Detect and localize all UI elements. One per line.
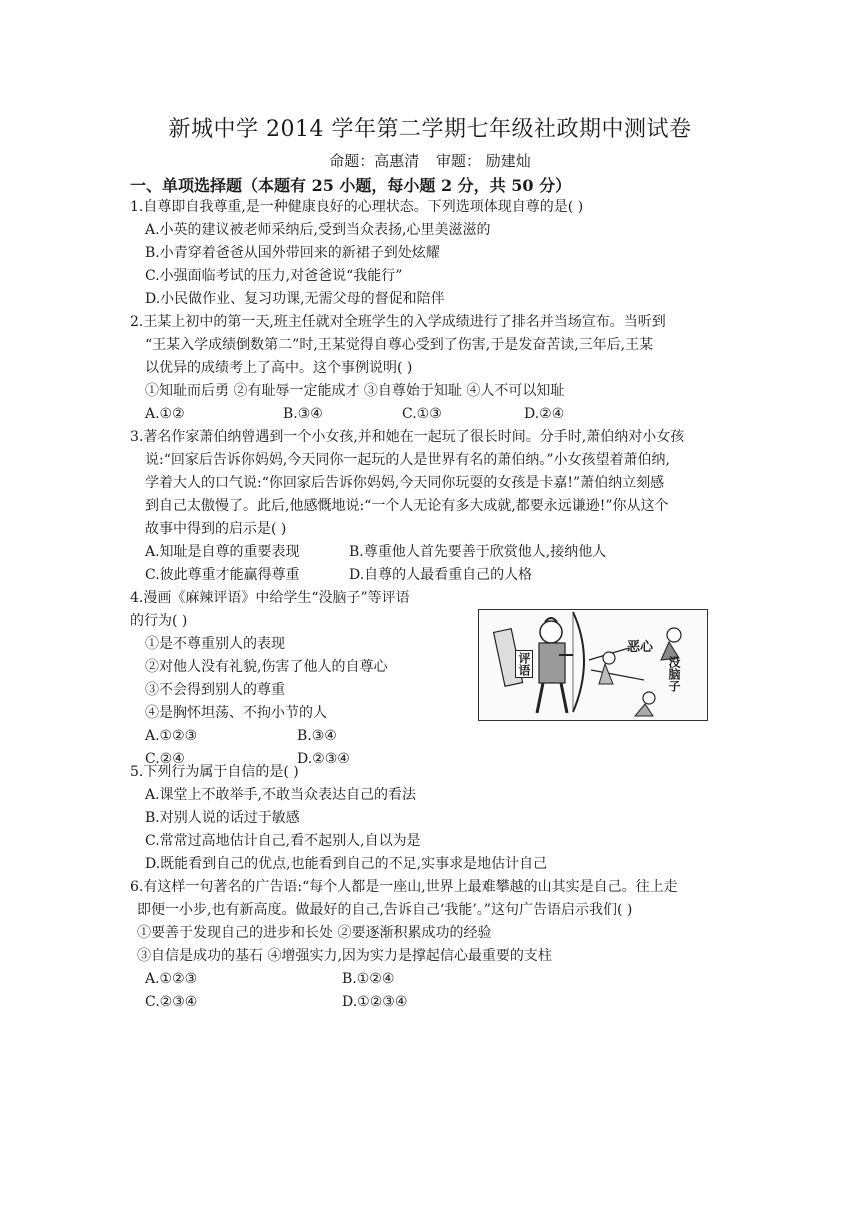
cartoon-illustration	[478, 609, 708, 721]
question-3-line-4: 到自己太傲慢了。此后,他感慨地说:“一个人无论有多大成就,都要永远谦逊!”你从这个	[145, 498, 669, 514]
question-3-option-b: B.尊重他人首先要善于欣赏他人,接纳他人	[349, 544, 607, 560]
question-2-option-d: D.②④	[524, 406, 565, 422]
question-3-line-3: 学着大人的口气说:“你回家后告诉你妈妈,今天同你玩耍的女孩是卡嘉!”萧伯纳立刻感	[145, 475, 665, 491]
question-4-statement-2: ②对他人没有礼貌,伤害了他人的自尊心	[145, 659, 388, 675]
question-4-option-b: B.③④	[297, 728, 337, 744]
question-5-option-d: D.既能看到自己的优点,也能看到自己的不足,实事求是地估计自己	[145, 856, 548, 872]
question-4-option-d: D.②③④	[297, 751, 350, 767]
question-1-stem: 1.自尊即自我尊重,是一种健康良好的心理状态。下列选项体现自尊的是( )	[130, 199, 584, 215]
question-1-option-c: C.小强面临考试的压力,对爸爸说“我能行”	[145, 268, 403, 284]
question-5-option-c: C.常常过高地估计自己,看不起别人,自以为是	[145, 833, 421, 849]
question-4-line-1: 4.漫画《麻辣评语》中给学生“没脑子”等评语	[130, 590, 410, 606]
question-2-line-1: 2.王某上初中的第一天,班主任就对全班学生的入学成绩进行了排名并当场宣布。当听到	[130, 314, 666, 330]
question-5-option-b: B.对别人说的话过于敏感	[145, 810, 300, 826]
question-6-option-c: C.②③④	[145, 994, 198, 1010]
section-heading: 一、单项选择题（本题有 25 小题，每小题 2 分，共 50 分）	[130, 176, 572, 195]
question-6-option-b: B.①②④	[342, 971, 395, 987]
question-1-option-b: B.小青穿着爸爸从国外带回来的新裙子到处炫耀	[145, 245, 440, 261]
question-4-option-c: C.②④	[145, 751, 185, 767]
question-6-option-d: D.①②③④	[342, 994, 408, 1010]
question-4-option-a: A.①②③	[145, 728, 198, 744]
question-2-option-c: C.①③	[402, 406, 442, 422]
question-3-option-c: C.彼此尊重才能赢得尊重	[145, 567, 300, 583]
author-label: 命题：高惠清	[329, 152, 420, 170]
question-2-statements: ①知耻而后勇 ②有耻辱一定能成才 ③自尊始于知耻 ④人不可以知耻	[145, 383, 565, 399]
exam-meta	[0, 150, 860, 171]
question-2-line-3: 以优异的成绩考上了高中。这个事例说明( )	[145, 360, 413, 376]
question-6-line-2: 即便一小步,也有新高度。做最好的自己,告诉自己‘我能’。”这句广告语启示我们( )	[137, 902, 633, 918]
exam-title: 新城中学 2014 学年第二学期七年级社政期中测试卷	[168, 117, 692, 142]
cartoon-word-1: 恶心	[627, 640, 654, 655]
question-5-stem: 5.下列行为属于自信的是( )	[130, 764, 299, 780]
question-1-option-a: A.小英的建议被老师采纳后,受到当众表扬,心里美滋滋的	[145, 222, 491, 238]
question-1-option-d: D.小民做作业、复习功课,无需父母的督促和陪伴	[145, 291, 445, 307]
question-6-statements-2: ③自信是成功的基石 ④增强实力,因为实力是撑起信心最重要的支柱	[137, 948, 552, 964]
question-3-option-d: D.自尊的人最看重自己的人格	[349, 567, 533, 583]
question-4-line-2: 的行为( )	[130, 613, 188, 629]
question-5-option-a: A.课堂上不敢举手,不敢当众表达自己的看法	[145, 787, 417, 803]
question-3-option-a: A.知耻是自尊的重要表现	[145, 544, 300, 560]
question-6-line-1: 6.有这样一句著名的广告语:“每个人都是一座山,世界上最难攀越的山其实是自己。往上走	[130, 879, 678, 895]
question-4-statement-4: ④是胸怀坦荡、不拘小节的人	[145, 705, 327, 721]
question-3-line-2: 说:“回家后告诉你妈妈,今天同你一起玩的人是世界有名的萧伯纳。”小女孩望着萧伯纳,	[145, 452, 670, 468]
question-4-statement-3: ③不会得到别人的尊重	[145, 682, 285, 698]
cartoon-word-2: 没脑子	[667, 656, 681, 692]
question-4-statement-1: ①是不尊重别人的表现	[145, 636, 285, 652]
question-2-option-a: A.①②	[145, 406, 185, 422]
cartoon-quiver-label: 评语	[517, 652, 531, 676]
question-2-option-b: B.③④	[283, 406, 323, 422]
question-3-line-5: 故事中得到的启示是( )	[145, 521, 287, 537]
question-2-line-2: “王某入学成绩倒数第二”时,王某觉得自尊心受到了伤害,于是发奋苦读,三年后,王某	[145, 337, 654, 353]
question-6-option-a: A.①②③	[145, 971, 198, 987]
reviewer-label: 审题： 励建灿	[436, 152, 531, 170]
question-3-line-1: 3.著名作家萧伯纳曾遇到一个小女孩,并和她在一起玩了很长时间。分手时,萧伯纳对小女孩	[130, 429, 685, 445]
question-6-statements-1: ①要善于发现自己的进步和长处 ②要逐渐积累成功的经验	[137, 925, 492, 941]
